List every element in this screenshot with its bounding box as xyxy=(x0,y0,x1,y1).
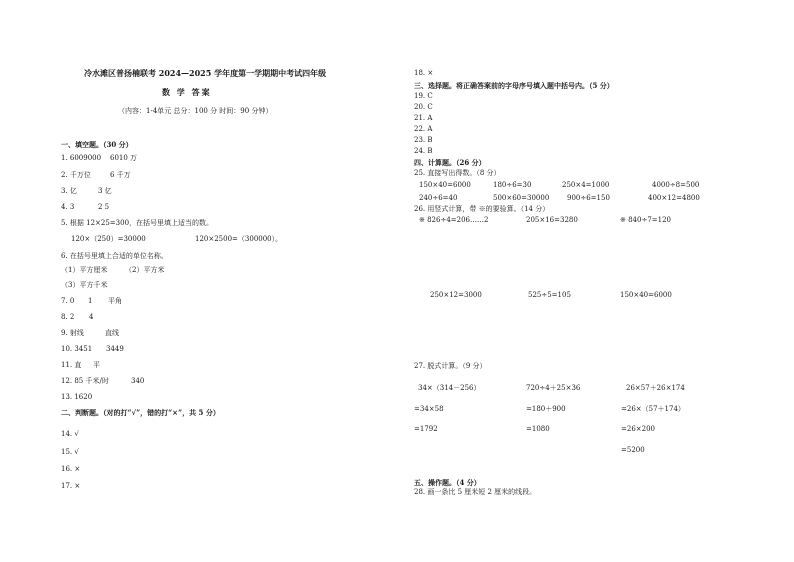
stepwise-3-line1: 26×57＋26×174 xyxy=(626,384,685,392)
section-1-heading: 一、填空题。（30 分） xyxy=(61,140,133,149)
oral-calc-8: 400×12=4800 xyxy=(648,194,700,202)
oral-calc-7: 900÷6=150 xyxy=(567,194,610,202)
oral-calc-1: 150×40=6000 xyxy=(419,181,471,189)
answer-6b: （2）平方米 xyxy=(125,266,165,274)
answer-9a: 9. 射线 xyxy=(61,329,84,337)
answer-16: 16. × xyxy=(61,465,81,473)
answer-23: 23. B xyxy=(414,136,433,144)
answer-19: 19. C xyxy=(414,92,433,100)
answer-4b: 2 5 xyxy=(98,203,110,211)
answer-6: 6. 在括号里填上合适的单位名称。 xyxy=(61,252,168,260)
answer-20: 20. C xyxy=(414,103,433,111)
stepwise-1-line3: =1792 xyxy=(414,425,438,433)
answer-22: 22. A xyxy=(414,125,433,133)
answer-5a: 120×（250）=30000 xyxy=(71,235,146,243)
question-26: 26. 用竖式计算，带 ※的要验算。（14 分） xyxy=(414,205,550,213)
answer-15: 15. √ xyxy=(61,448,79,456)
answer-8a: 8. 2 xyxy=(61,313,75,321)
answer-13: 13. 1620 xyxy=(61,393,93,401)
stepwise-2-line3: =1080 xyxy=(526,425,550,433)
stepwise-3-line2: =26×（57＋174） xyxy=(621,405,685,413)
vertical-calc-2: 205×16=3280 xyxy=(526,216,578,224)
answer-3a: 3. 亿 xyxy=(61,187,77,195)
exam-title: 冷水滩区普扬楠联考 2024—2025 学年度第一学期期中考试四年级 xyxy=(84,68,327,78)
oral-calc-2: 180÷6=30 xyxy=(493,181,532,189)
question-27: 27. 脱式计算。（9 分） xyxy=(414,362,487,370)
stepwise-2-line2: =180＋900 xyxy=(526,405,566,413)
oral-calc-5: 240÷6=40 xyxy=(419,194,458,202)
answer-4a: 4. 3 xyxy=(61,203,75,211)
oral-calc-6: 500×60=30000 xyxy=(493,194,550,202)
stepwise-1-line2: =34×58 xyxy=(414,405,444,413)
stepwise-2-line1: 720÷4＋25×36 xyxy=(526,384,581,392)
section-4-heading: 四、计算题。（26 分） xyxy=(414,158,486,167)
answer-1a: 1. 6009000 xyxy=(61,154,102,162)
answer-7c: 平角 xyxy=(108,297,122,305)
section-5-heading: 五、操作题。（4 分） xyxy=(414,478,481,487)
question-28: 28. 画一条比 5 厘米短 2 厘米的线段。 xyxy=(414,488,537,496)
vertical-calc-6: 150×40=6000 xyxy=(620,291,672,299)
answer-11b: 平 xyxy=(93,361,100,369)
stepwise-3-line4: =5200 xyxy=(621,446,645,454)
answer-8b: 4 xyxy=(89,313,94,321)
answer-9b: 直线 xyxy=(105,329,119,337)
answer-5b: 120×2500=（300000）。 xyxy=(195,235,283,243)
answer-subtitle: 数 学 答案 xyxy=(162,87,212,97)
answer-18: 18. × xyxy=(414,69,434,77)
answer-1b: 6010 万 xyxy=(110,154,138,162)
answer-2b: 6 千万 xyxy=(110,171,131,179)
oral-calc-3: 250×4=1000 xyxy=(562,181,610,189)
question-25: 25. 直接写出得数。（8 分） xyxy=(414,169,501,177)
answer-21: 21. A xyxy=(414,114,433,122)
answer-6c: （3）平方千米 xyxy=(61,281,108,289)
vertical-calc-5: 525÷5=105 xyxy=(528,291,571,299)
stepwise-3-line3: =26×200 xyxy=(621,425,655,433)
exam-info: （内容：1-4单元 总分：100 分 时间：90 分钟） xyxy=(118,107,273,115)
answer-6a: （1）平方厘米 xyxy=(61,266,108,274)
answer-7b: 1 xyxy=(88,297,93,305)
answer-5: 5. 根据 12×25=300，在括号里填上适当的数。 xyxy=(61,219,214,227)
answer-10a: 10. 3451 xyxy=(61,345,93,353)
oral-calc-4: 4000÷8=500 xyxy=(652,181,700,189)
answer-10b: 3449 xyxy=(106,345,124,353)
answer-12a: 12. 85 千米/时 xyxy=(61,377,109,385)
vertical-calc-4: 250×12=3000 xyxy=(430,291,482,299)
answer-11a: 11. 直 xyxy=(61,361,82,369)
stepwise-1-line1: 34×（314－256） xyxy=(418,384,481,392)
answer-17: 17. × xyxy=(61,482,81,490)
section-3-heading: 三、选择题。将正确答案前的字母序号填入题中括号内。（5 分） xyxy=(414,81,614,90)
answer-2a: 2. 千万位 xyxy=(61,171,91,179)
section-2-heading: 二、判断题。（对的打“√”，错的打“×”，共 5 分） xyxy=(61,408,220,417)
answer-7a: 7. 0 xyxy=(61,297,75,305)
answer-12b: 340 xyxy=(131,377,145,385)
answer-3b: 3 亿 xyxy=(98,187,112,195)
vertical-calc-1: ※ 826÷4=206……2 xyxy=(419,216,489,224)
answer-24: 24. B xyxy=(414,147,433,155)
vertical-calc-3: ※ 840÷7=120 xyxy=(620,216,671,224)
answer-14: 14. √ xyxy=(61,430,79,438)
